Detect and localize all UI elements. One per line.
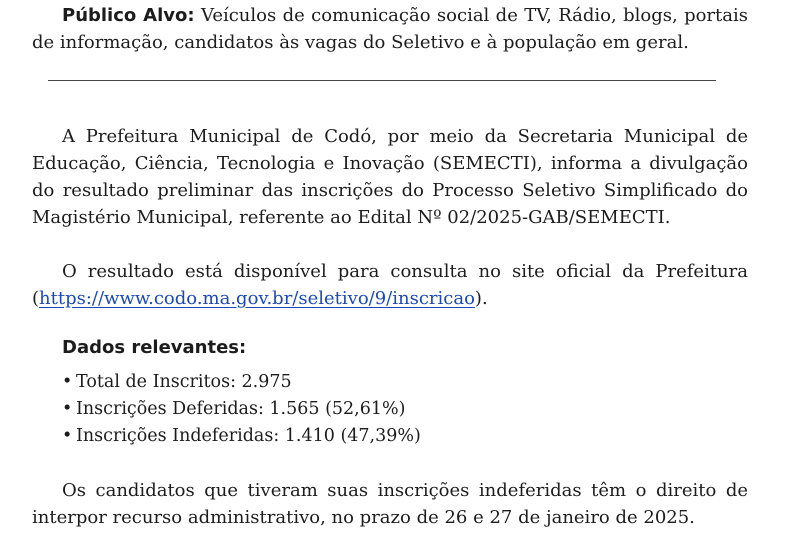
- announcement-paragraph: A Prefeitura Municipal de Codó, por meio da Secretaria Municipal de Educação, Ciência, Tecnologia e Inovação (SEMECTI), informa a divulgação do resultado preliminar das inscrições do Processo Seletivo Simplificado do Magistério Municipal, referente ao Edital Nº 02/2025-GAB/SEMECTI.: [32, 126, 748, 228]
- stats-list: [32, 369, 748, 450]
- dados-relevantes-heading: Dados relevantes:: [62, 337, 247, 358]
- stat-total: Total de Inscritos: 2.975: [76, 372, 292, 392]
- document-page: [32, 0, 748, 531]
- seletivo-link[interactable]: https://www.codo.ma.gov.br/seletivo/9/inscricao: [39, 288, 475, 309]
- result-text: O resultado está disponível para consulta no site oficial da Prefeitura (: [32, 261, 748, 309]
- stat-deferidas: Inscrições Deferidas: 1.565 (52,61%): [76, 399, 406, 419]
- appeal-paragraph: Os candidatos que tiveram suas inscrições indeferidas têm o direito de interpor recurso administrativo, no prazo de 26 e 27 de janeiro de 2025.: [32, 480, 748, 528]
- stat-indeferidas: Inscrições Indeferidas: 1.410 (47,39%): [76, 426, 421, 446]
- list-item-total: [62, 369, 748, 396]
- result-text-end: ).: [474, 288, 488, 309]
- list-item-indeferidas: [62, 423, 748, 450]
- result-paragraph: [32, 258, 748, 312]
- bullet-icon: •: [62, 372, 73, 392]
- bullet-icon: •: [62, 399, 73, 419]
- audience-text: Veículos de comunicação social de TV, Rádio, blogs, portais de informação, candidatos às vagas do Seletivo e à população em geral.: [32, 5, 748, 53]
- audience-paragraph: [32, 2, 748, 56]
- audience-label: Público Alvo:: [62, 5, 195, 26]
- list-item-deferidas: [62, 396, 748, 423]
- horizontal-divider: [48, 80, 716, 81]
- bullet-icon: •: [62, 426, 73, 446]
